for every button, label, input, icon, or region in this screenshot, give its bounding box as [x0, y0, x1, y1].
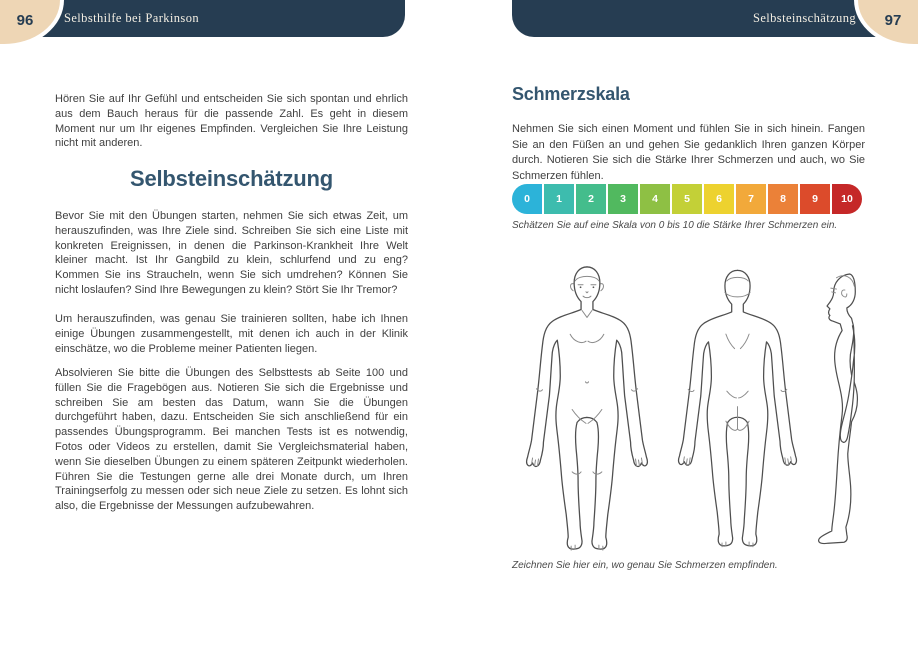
body-figures-row	[512, 262, 892, 559]
body-side-figure	[812, 262, 892, 559]
paragraph-clinic: Um herauszufinden, was genau Sie trainieren sollten, habe ich Ihnen einige Übungen zusammengestellt, mit denen ich auch in der Klinik einschätze, wo die Probleme meiner Patienten liegen.	[55, 313, 408, 355]
page-right	[459, 0, 918, 648]
intro-paragraph-left: Hören Sie auf Ihr Gefühl und entscheiden Sie sich spontan und ehrlich aus dem Bauch heraus für die passende Zahl. Es geht in diesem Moment nur um Ihr eigenes Empfinden. Vergleichen Sie Ihre Leistung nicht mit anderen.	[55, 93, 408, 150]
section-heading-right: Schmerzskala	[512, 84, 630, 104]
body-front-figure	[512, 262, 662, 559]
pain-scale-caption: Schätzen Sie auf eine Skala von 0 bis 10 die Stärke Ihrer Schmerzen ein.	[512, 220, 838, 231]
pain-scale-segment-7: 7	[736, 184, 766, 214]
header-title-left: Selbsthilfe bei Parkinson	[64, 11, 199, 25]
body-back-figure	[665, 262, 810, 559]
pain-scale-segment-8: 8	[768, 184, 798, 214]
pain-scale-segment-0: 0	[512, 184, 542, 214]
pain-scale-segment-6: 6	[704, 184, 734, 214]
page-number-tab-right	[854, 0, 918, 48]
pain-scale-segment-9: 9	[800, 184, 830, 214]
pain-scale-segment-10: 10	[832, 184, 862, 214]
pain-scale-segment-2: 2	[576, 184, 606, 214]
page-number-left: 96	[0, 0, 60, 44]
front-left-eye	[580, 286, 582, 288]
pain-scale-segment-5: 5	[672, 184, 702, 214]
header-title-right: Selbsteinschätzung	[752, 11, 856, 25]
intro-paragraph-right: Nehmen Sie sich einen Moment und fühlen Sie in sich hinein. Fangen Sie an den Füßen an und gehen Sie gedanklich Ihren ganzen Körper durch. Notieren Sie sich die Stärke Ihrer Schmerzen und auch, wo Sie Schmerzen fühlen.	[512, 123, 865, 182]
page-number-right: 97	[858, 0, 918, 44]
page-number-tab-left	[0, 0, 64, 48]
pain-scale-segment-1: 1	[544, 184, 574, 214]
pain-scale-bar	[512, 184, 862, 214]
figures-caption: Zeichnen Sie hier ein, wo genau Sie Schmerzen empfinden.	[512, 560, 778, 571]
paragraph-selftest: Absolvieren Sie bitte die Übungen des Selbsttests ab Seite 100 und füllen Sie die Fragebögen aus. Notieren Sie sich die Ergebnisse und schreiben Sie am besten das Datum, wann Sie die Übungen durchgeführt haben, dazu. Entscheiden Sie sich anschließend für ein passendes Übungsprogramm. Bei manchen Tests ist es notwendig, Fotos oder Videos zu erstellen, damit Sie Vergleichsmaterial haben, wenn Sie dieselben Übungen zu einem späteren Zeitpunkt wiederholen. Führen Sie die Testungen gerne alle drei Monate durch, um Ihren Trainingserfolg zu messen oder sich neue Ziele zu setzen. Es lohnt sich also, die Ergebnisse der Messungen aufzubewahren.	[55, 367, 408, 513]
pain-scale-segment-3: 3	[608, 184, 638, 214]
pain-scale-segment-4: 4	[640, 184, 670, 214]
section-heading-left: Selbsteinschätzung	[130, 166, 333, 191]
front-right-eye	[593, 286, 595, 288]
paragraph-goals: Bevor Sie mit den Übungen starten, nehmen Sie sich etwas Zeit, um herauszufinden, was Ihre Ziele sind. Schreiben Sie sich eine Liste mit konkreten Ereignissen, in denen die Parkinson-Krankheit Ihre Welt kleiner macht. Ist Ihr Gangbild zu klein, schlurfend und zu eng? Kommen Sie ins Straucheln, wenn Sie sich umdrehen? Können Sie nicht loslaufen? Sind Ihre Bewegungen zu klein? Stört Sie Ihr Tremor?	[55, 210, 408, 296]
